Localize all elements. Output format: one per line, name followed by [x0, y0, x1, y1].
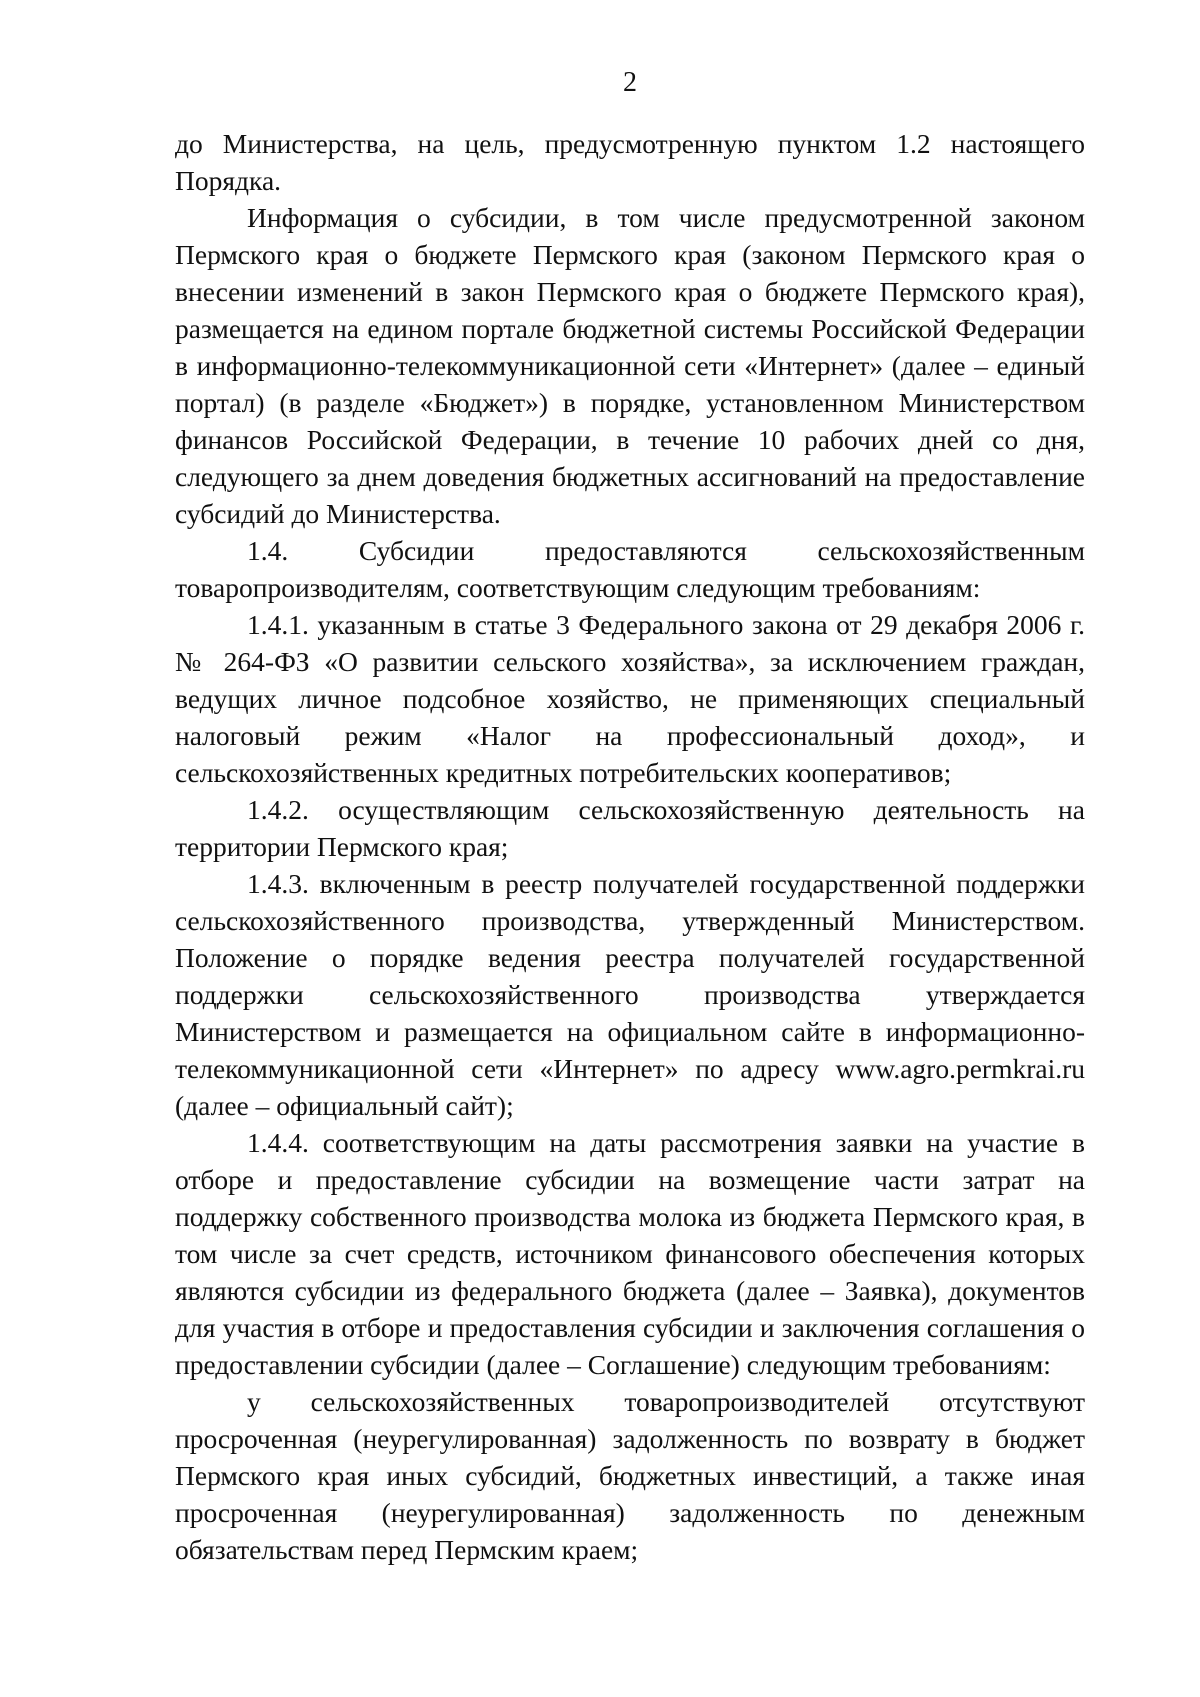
paragraph-1-4-4: 1.4.4. соответствующим на даты рассмотрения заявки на участие в отборе и предоставление субсидии на возмещение части затрат на поддержку собственного производства молока из бюджета Пермского края, в том числе за счет средств, источником финансового обеспечения которых являются субсидии из федерального бюджета (далее – Заявка), документов для участия в отборе и предоставления субсидии и заключения соглашения о предоставлении субсидии (далее – Соглашение) следующим требованиям: — [175, 1127, 1085, 1380]
paragraph-continuation: до Министерства, на цель, предусмотренную пунктом 1.2 настоящего Порядка. — [175, 128, 1085, 196]
document-body — [175, 125, 1085, 1568]
paragraph-1-4-1: 1.4.1. указанным в статье 3 Федерального закона от 29 декабря 2006 г. № 264-ФЗ «О развитии сельского хозяйства», за исключением граждан, ведущих личное подсобное хозяйство, не применяющих специальный налоговый режим «Налог на профессиональный доход», и сельскохозяйственных кредитных потребительских кооперативов; — [175, 609, 1085, 788]
paragraph-subsidy-info: Информация о субсидии, в том числе предусмотренной законом Пермского края о бюджете Пермского края (законом Пермского края о внесении изменений в закон Пермского края о бюджете Пермского края), размещается на едином портале бюджетной системы Российской Федерации в информационно-телекоммуникационной сети «Интернет» (далее – единый портал) (в разделе «Бюджет») в порядке, установленном Министерством финансов Российской Федерации, в течение 10 рабочих дней со дня, следующего за днем доведения бюджетных ассигнований на предоставление субсидий до Министерства. — [175, 202, 1085, 529]
paragraph-1-4-3: 1.4.3. включенным в реестр получателей государственной поддержки сельскохозяйственного производства, утвержденный Министерством. Положение о порядке ведения реестра получателей государственной поддержки сельскохозяйственного производства утверждается Министерством и размещается на официальном сайте в информационно-телекоммуникационной сети «Интернет» по адресу www.agro.permkrai.ru (далее – официальный сайт); — [175, 868, 1085, 1121]
paragraph-requirement-debt: у сельскохозяйственных товаропроизводителей отсутствуют просроченная (неурегулированная) задолженность по возврату в бюджет Пермского края иных субсидий, бюджетных инвестиций, а также иная просроченная (неурегулированная) задолженность по денежным обязательствам перед Пермским краем; — [175, 1386, 1085, 1565]
paragraph-1-4-2: 1.4.2. осуществляющим сельскохозяйственную деятельность на территории Пермского края; — [175, 794, 1085, 862]
page-number: 2 — [623, 67, 637, 98]
paragraph-1-4: 1.4. Субсидии предоставляются сельскохозяйственным товаропроизводителям, соответствующим следующим требованиям: — [175, 535, 1085, 603]
